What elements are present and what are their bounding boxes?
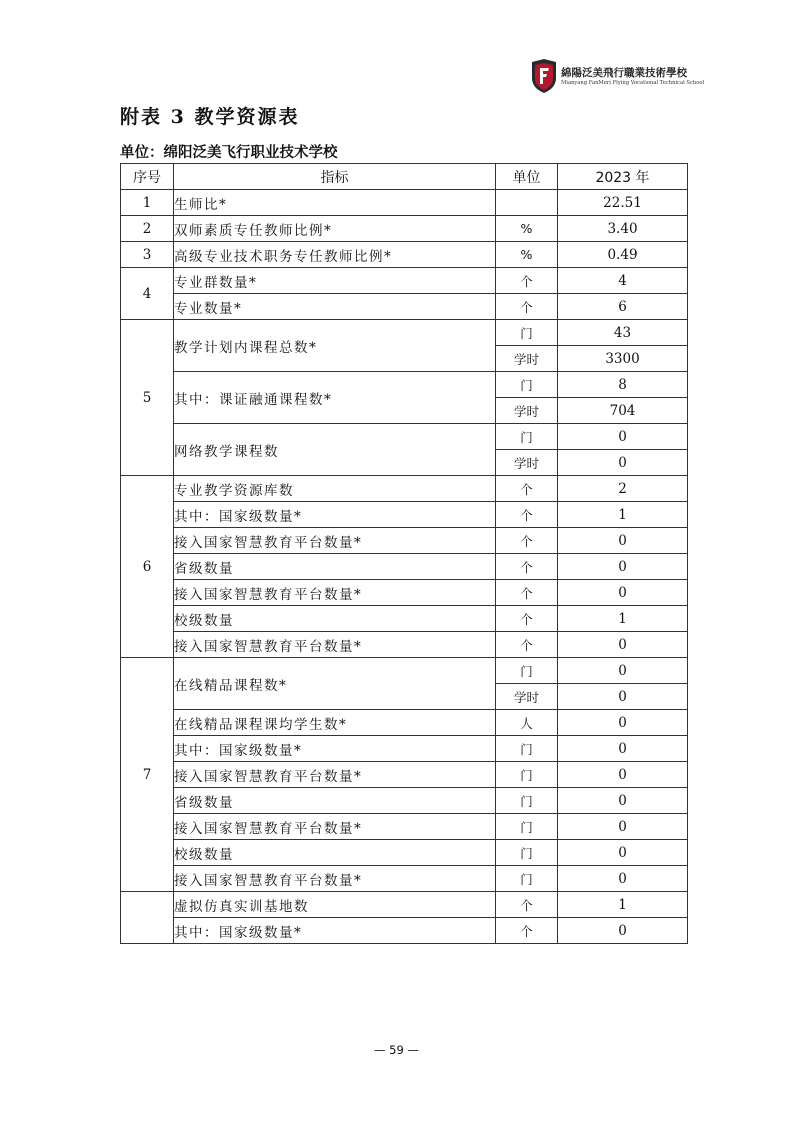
indicator-cell: 接入国家智慧教育平台数量* (174, 580, 496, 606)
indicator-cell: 接入国家智慧教育平台数量* (174, 632, 496, 658)
value-cell: 0 (558, 450, 688, 476)
value-cell: 1 (558, 892, 688, 918)
unit-cell: 门 (496, 788, 558, 814)
value-cell: 0 (558, 684, 688, 710)
table-row (121, 268, 688, 294)
unit-cell: 个 (496, 528, 558, 554)
table-row (121, 762, 688, 788)
school-name-english: Mianyang FanMeri Flying Vocational Technical School (561, 80, 705, 86)
seq-cell (121, 892, 174, 944)
unit-cell: 个 (496, 502, 558, 528)
unit-cell: 门 (496, 866, 558, 892)
unit-cell: 个 (496, 268, 558, 294)
indicator-cell: 其中：国家级数量* (174, 918, 496, 944)
value-cell: 0 (558, 528, 688, 554)
unit-cell: 学时 (496, 684, 558, 710)
value-cell: 3.40 (558, 216, 688, 242)
table-row (121, 580, 688, 606)
unit-cell: 门 (496, 320, 558, 346)
value-cell: 2 (558, 476, 688, 502)
value-cell: 0 (558, 788, 688, 814)
table-row (121, 294, 688, 320)
indicator-cell: 在线精品课程数* (174, 658, 496, 710)
unit-cell: 学时 (496, 450, 558, 476)
indicator-cell: 校级数量 (174, 840, 496, 866)
table-row (121, 528, 688, 554)
indicator-cell: 生师比* (174, 190, 496, 216)
page-number: — 59 — (374, 1043, 419, 1057)
header-seq: 序号 (121, 164, 174, 190)
value-cell: 0 (558, 866, 688, 892)
indicator-cell: 网络教学课程数 (174, 424, 496, 476)
seq-cell: 1 (121, 190, 174, 216)
indicator-cell: 双师素质专任教师比例* (174, 216, 496, 242)
unit-cell: 门 (496, 840, 558, 866)
seq-cell: 4 (121, 268, 174, 320)
table-row (121, 736, 688, 762)
indicator-cell: 其中：国家级数量* (174, 736, 496, 762)
value-cell: 1 (558, 502, 688, 528)
indicator-cell: 其中：课证融通课程数* (174, 372, 496, 424)
unit-cell: 门 (496, 372, 558, 398)
unit-cell: 个 (496, 554, 558, 580)
table-row (121, 892, 688, 918)
unit-cell: 个 (496, 580, 558, 606)
page-title: 附表 3 教学资源表 (120, 106, 300, 128)
table-row (121, 242, 688, 268)
seq-cell: 6 (121, 476, 174, 658)
value-cell: 0 (558, 554, 688, 580)
table-row (121, 814, 688, 840)
table-header-row (121, 164, 688, 190)
table-row (121, 840, 688, 866)
indicator-cell: 校级数量 (174, 606, 496, 632)
indicator-cell: 接入国家智慧教育平台数量* (174, 762, 496, 788)
unit-cell: 个 (496, 632, 558, 658)
table-row (121, 372, 688, 398)
indicator-cell: 省级数量 (174, 788, 496, 814)
indicator-cell: 专业数量* (174, 294, 496, 320)
teaching-resources-table (120, 163, 688, 944)
value-cell: 8 (558, 372, 688, 398)
seq-cell: 5 (121, 320, 174, 476)
unit-cell: 门 (496, 658, 558, 684)
unit-cell (496, 190, 558, 216)
unit-cell: 个 (496, 606, 558, 632)
school-emblem-icon (530, 58, 558, 94)
table-row (121, 502, 688, 528)
indicator-cell: 专业群数量* (174, 268, 496, 294)
header-year: 2023 年 (558, 164, 688, 190)
value-cell: 22.51 (558, 190, 688, 216)
indicator-cell: 虚拟仿真实训基地数 (174, 892, 496, 918)
header-unit: 单位 (496, 164, 558, 190)
unit-cell: 个 (496, 476, 558, 502)
indicator-cell: 接入国家智慧教育平台数量* (174, 866, 496, 892)
table-row (121, 554, 688, 580)
unit-cell: % (496, 216, 558, 242)
table-row (121, 216, 688, 242)
indicator-cell: 接入国家智慧教育平台数量* (174, 528, 496, 554)
value-cell: 704 (558, 398, 688, 424)
unit-cell: 学时 (496, 398, 558, 424)
unit-cell: 人 (496, 710, 558, 736)
value-cell: 0 (558, 840, 688, 866)
value-cell: 0 (558, 814, 688, 840)
unit-cell: 个 (496, 294, 558, 320)
indicator-cell: 教学计划内课程总数* (174, 320, 496, 372)
school-logo (530, 58, 705, 98)
table-row (121, 320, 688, 346)
header-indicator: 指标 (174, 164, 496, 190)
value-cell: 0 (558, 762, 688, 788)
unit-cell: % (496, 242, 558, 268)
table-row (121, 658, 688, 684)
seq-cell: 3 (121, 242, 174, 268)
value-cell: 4 (558, 268, 688, 294)
indicator-cell: 接入国家智慧教育平台数量* (174, 814, 496, 840)
table-row (121, 788, 688, 814)
value-cell: 0 (558, 424, 688, 450)
table-row (121, 866, 688, 892)
seq-cell: 7 (121, 658, 174, 892)
value-cell: 1 (558, 606, 688, 632)
indicator-cell: 省级数量 (174, 554, 496, 580)
table-row (121, 918, 688, 944)
seq-cell: 2 (121, 216, 174, 242)
value-cell: 0 (558, 918, 688, 944)
organization-unit: 单位：绵阳泛美飞行职业技术学校 (120, 145, 338, 161)
school-name-traditional: 綿陽泛美飛行職業技術學校 (561, 67, 687, 79)
unit-cell: 门 (496, 814, 558, 840)
unit-cell: 门 (496, 736, 558, 762)
value-cell: 43 (558, 320, 688, 346)
unit-cell: 门 (496, 762, 558, 788)
table-row (121, 190, 688, 216)
indicator-cell: 专业教学资源库数 (174, 476, 496, 502)
table-row (121, 632, 688, 658)
value-cell: 0.49 (558, 242, 688, 268)
value-cell: 0 (558, 632, 688, 658)
value-cell: 0 (558, 710, 688, 736)
unit-cell: 个 (496, 892, 558, 918)
table-row (121, 424, 688, 450)
value-cell: 0 (558, 658, 688, 684)
table-row (121, 710, 688, 736)
value-cell: 0 (558, 580, 688, 606)
value-cell: 3300 (558, 346, 688, 372)
indicator-cell: 在线精品课程课均学生数* (174, 710, 496, 736)
unit-cell: 门 (496, 424, 558, 450)
indicator-cell: 高级专业技术职务专任教师比例* (174, 242, 496, 268)
table-row (121, 476, 688, 502)
unit-cell: 个 (496, 918, 558, 944)
table-row (121, 606, 688, 632)
unit-cell: 学时 (496, 346, 558, 372)
indicator-cell: 其中：国家级数量* (174, 502, 496, 528)
value-cell: 0 (558, 736, 688, 762)
value-cell: 6 (558, 294, 688, 320)
